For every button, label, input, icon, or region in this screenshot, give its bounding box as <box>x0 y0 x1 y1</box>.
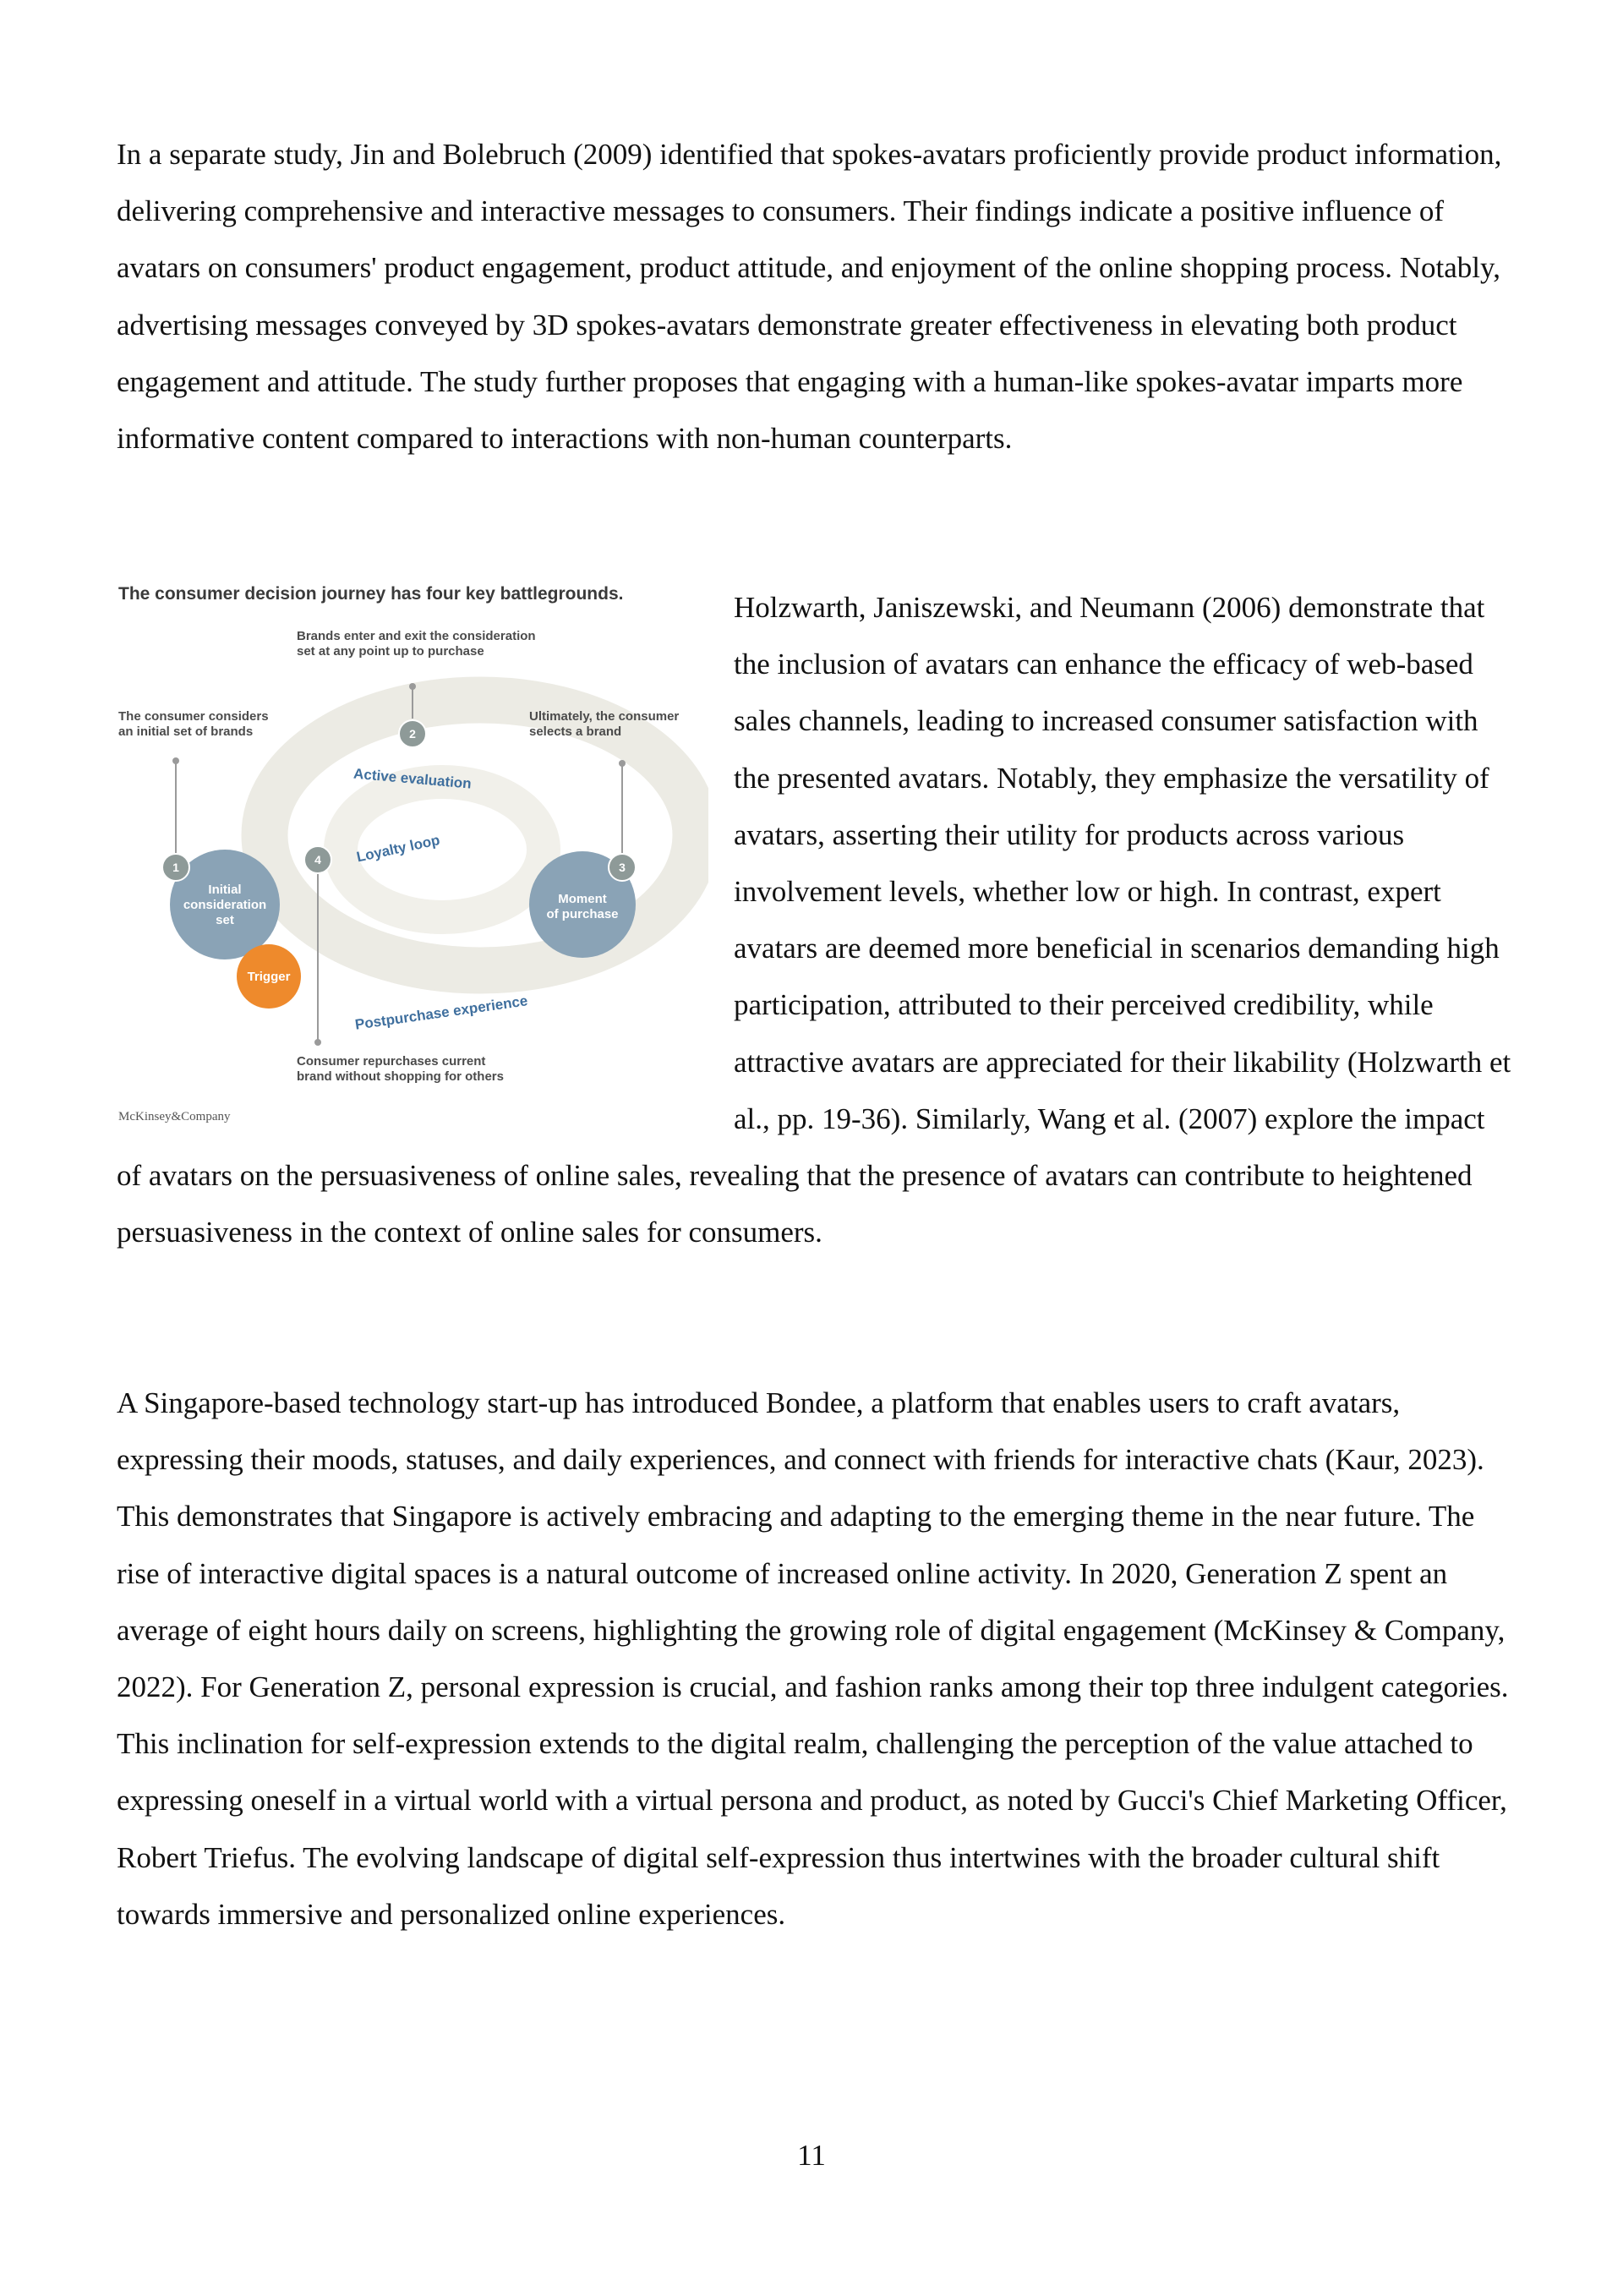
figure-title: The consumer decision journey has four key battlegrounds. <box>118 584 624 604</box>
consumer-decision-journey-figure <box>117 579 708 1133</box>
moment-label-line-1: Moment <box>558 892 607 906</box>
connector-dot-1 <box>172 757 179 764</box>
label-loyalty-loop: Loyalty loop <box>355 832 442 866</box>
caption-left-line-1: The consumer considers <box>118 709 269 724</box>
decision-journey-diagram <box>117 579 708 1133</box>
caption-right-line-1: Ultimately, the consumer <box>529 709 680 724</box>
step-number-3: 3 <box>619 861 626 874</box>
step-number-2: 2 <box>409 727 416 741</box>
caption-bottom-line-2: brand without shopping for others <box>297 1069 504 1084</box>
caption-top-line-1: Brands enter and exit the consideration <box>297 629 536 643</box>
label-postpurchase-experience: Postpurchase experience <box>353 992 529 1033</box>
initial-label-line-3: set <box>216 913 234 927</box>
initial-label-line-1: Initial <box>208 883 242 897</box>
label-active-evaluation: Active evaluation <box>352 765 473 792</box>
figure-credit: McKinsey&Company <box>118 1110 231 1123</box>
step-number-1: 1 <box>172 861 179 874</box>
paragraph-jin-bolebruch: In a separate study, Jin and Bolebruch (2009) identified that spokes-avatars proficiently provide product information, delivering comprehensive and interactive messages to consumers. Their findings indicate a positive influence of avatars on consumers' product engagement, product attitude, and enjoyment of the online shopping process. Notably, advertising messages conveyed by 3D spokes-avatars demonstrate greater effectiveness in elevating both product engagement and attitude. The study further proposes that engaging with a human-like spokes-avatar imparts more informative content compared to interactions with non-human counterparts. <box>117 138 1502 456</box>
caption-top-line-2: set at any point up to purchase <box>297 644 484 659</box>
paragraph-bondee: A Singapore-based technology start-up has introduced Bondee, a platform that enables users to craft avatars, expressing their moods, statuses, and daily experiences, and connect with friends for interactive chats (Kaur, 2023). This demonstrates that Singapore is actively embracing and adapting to the emerging theme in the near future. The rise of interactive digital spaces is a natural outcome of increased online activity. In 2020, Generation Z spent an average of eight hours daily on screens, highlighting the growing role of digital engagement (McKinsey & Company, 2022). For Generation Z, personal expression is crucial, and fashion ranks among their top three indulgent categories. This inclination for self-expression extends to the digital realm, challenging the perception of the value attached to expressing oneself in a virtual world with a virtual persona and product, as noted by Gucci's Chief Marketing Officer, Robert Triefus. The evolving landscape of digital self-expression thus intertwines with the broader cultural shift towards immersive and personalized online experiences. <box>117 1386 1509 1931</box>
trigger-label: Trigger <box>247 970 291 984</box>
caption-right-line-2: selects a brand <box>529 724 622 739</box>
connector-dot-2 <box>409 683 416 690</box>
moment-label-line-2: of purchase <box>546 907 619 921</box>
caption-left-line-2: an initial set of brands <box>118 724 254 739</box>
paragraph-holzwarth-wrap <box>117 579 1513 1260</box>
page-number: 11 <box>797 2139 826 2172</box>
initial-label-line-2: consideration <box>183 898 267 912</box>
connector-dot-4 <box>314 1039 321 1046</box>
paragraph-holzwarth: Holzwarth, Janiszewski, and Neumann (2006) demonstrate that the inclusion of avatars can enhance the efficacy of web-based sales channels, leading to increased consumer satisfaction with the presented avatars. Notably, they emphasize the versatility of avatars, asserting their utility for products across various involvement levels, whether low or high. In contrast, expert avatars are deemed more beneficial in scenarios demanding high participation, attributed to their perceived credibility, while attractive avatars are appreciated for their likability (Holzwarth et al., pp. 19-36). Similarly, Wang et al. (2007) explore the impact of avatars on the persuasiveness of online sales, revealing that the presence of avatars can contribute to heightened persuasiveness in the context of online sales for consumers. <box>117 591 1511 1249</box>
connector-dot-3 <box>619 760 626 767</box>
step-number-4: 4 <box>314 853 321 866</box>
caption-bottom-line-1: Consumer repurchases current <box>297 1054 486 1069</box>
